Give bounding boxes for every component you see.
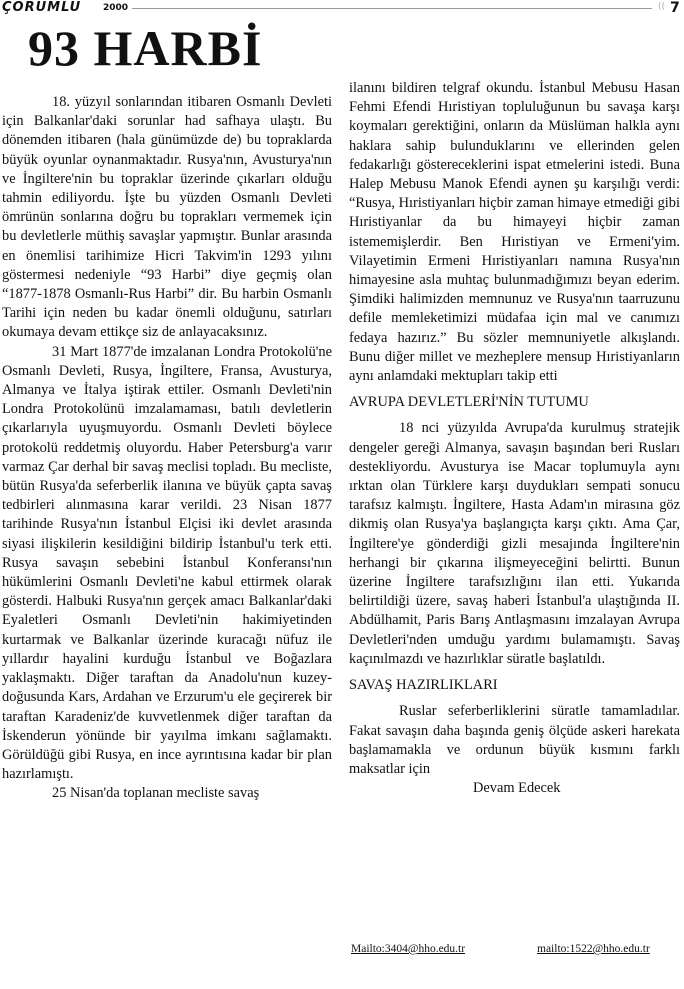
paragraph: ilanını bildiren telgraf okundu. İstanbul Mebusu Hasan Fehmi Efendi Hıristiyan topluluğunun bu savaşa karşı koymaları gerektiğini, onların da Müslüman halkla aynı haklara sahip bulunduklarını ve ellerinden gelen fedakarlığı göstereceklerini ispat etmelerini istedi. Buna Halep Mebusu Manok Efendi aynen şu karşılığı verdi: “Rusya, Hıristiyanları hiçbir zaman himaye etmediği gibi Hıristiyanlar da bu himayeyi hiçbir zaman istememişlerdir. Ben Hıristiyan ve Ermeni'yim. Vilayetimin Ermeni Hıristiyanları namına Rusya'nın himayesine asla muhtaç bulunmadığımızı beyan ederim. Şimdiki halimizden memnunuz ve Rusya'nın taarruzunu defile memleketimizi müdafaa için mal ve canımızı fedaya hazırız.” Bu sözler memnuniyetle alkışlandı. Bunu diğer millet ve mezheplere mensup Hıristiyanların aynı anlamdaki mektupları takip etti — [349, 80, 680, 385]
header-rule — [132, 8, 652, 9]
email-link-left[interactable]: Mailto:3404@hho.edu.tr — [351, 943, 466, 955]
email-link-right[interactable]: mailto:1522@hho.edu.tr — [537, 943, 650, 955]
section-heading: AVRUPA DEVLETLERİ'NİN TUTUMU — [349, 394, 589, 411]
page-mark: (( — [658, 2, 666, 12]
continued-note: Devam Edecek — [473, 780, 561, 797]
paragraph: 18. yüzyıl sonlarından itibaren Osmanlı Devleti için Balkanlar'daki sorunlar had safhaya ulaştı. Bu dönemden itibaren (hala günümüzde de) bu topraklarda büyük oyunlar oynanmaktadır. Rusya'nın, Avusturya'nın ve İngiltere'nin bu topraklar üzerinde çıkarları olduğu tahmin ediliyordu. İşte bu yüzden Osmanlı Devleti ömrünün sonlarına doğru bu toprakları vermemek için bu devletlerle müthiş savaşlar yapmıştır. Bunlar arasında en önemlisi tarihimize Hicri Takvim'in 1293 yılını göstermesi nedeniyle “93 Harbi” diye geçmiş olan “1877-1878 Osmanlı-Rus Harbi” dir. Bu harbin Osmanlı Tarihi için neden bu kadar önemli olduğunu, satırları okumaya devam ettikçe siz de anlayacaksınız. — [2, 94, 332, 341]
section-heading: SAVAŞ HAZIRLIKLARI — [349, 677, 498, 694]
paragraph: 25 Nisan'da toplanan mecliste savaş — [52, 785, 260, 802]
paragraph: 18 nci yüzyılda Avrupa'da kurulmuş stratejik dengeler gereği Almanya, savaşın başından beri Rusları destekliyordu. Avusturya ise Macar toplumuyla aynı ırktan olan Türklere karşı duydukları sempati sonucu tarafsız kalmıştı. İngiltere, Hasta Adam'ın mirasına göz dikmiş olan Rusya'ya başlangıçta karşı çıktı. Ama Çar, İngiltere'ye gönderdiği gizli mesajında İngiltere'nin herhangi bir çıkarına ilişmeyeceğini belirtti. Bunun üzerine İngiltere tarafsızlığını ilan etti. Yukarıda belirtildiği üzere, savaş haberi İstanbul'a ulaştığında II. Abdülhamit, Paris Barış Antlaşmasını imzalayan Avrupa Devletleri'nden umduğu yardımı bulamamıştı. Savaş kaçınılmazdı ve hazırlıklar süratle başlatıldı. — [349, 420, 680, 667]
right-column — [349, 79, 680, 798]
magazine-logo: ÇORUMLU — [2, 0, 82, 15]
page-header — [0, 0, 684, 16]
article-title: 93 HARBİ — [28, 20, 263, 76]
paragraph: Ruslar seferberliklerini süratle tamamladılar. Fakat savaşın daha başında geniş ölçüde askeri harekata başlamamakla ve ordunun büyük kısmını farklı maksatlar için — [349, 703, 680, 777]
issue-year: 2000 — [103, 3, 129, 13]
page-number: 7 — [670, 0, 680, 16]
paragraph: 31 Mart 1877'de imzalanan Londra Protokolü'ne Osmanlı Devleti, Rusya, İngiltere, Fransa, Avusturya, Almanya ve İtalya iştirak ettiler. Osmanlı Devleti'nin Londra Protokolünü imzalamaması, batılı devletlerin çıkarlarıyla uyuşmuyordu. Osmanlı Devleti böylece protokolü reddetmiş oluyordu. Haber Petersburg'a varır varmaz Çar derhal bir savaş meclisi topladı. Bu mecliste, bütün Rusya'da seferberlik ilanına ve büyük çapta savaş tedbirleri alınmasına karar verildi. 23 Nisan 1877 tarihinde Rusya'nın İstanbul Elçisi iki devlet arasında siyasi ilişkilerin kesildiğini bildirip İstanbul'u terk etti. Rusya savaşın sebebini İstanbul Konferansı'nın hükümlerini Osmanlı Devleti'ne kabul ettirmek olarak gösterdi. Halbuki Rusya'nın gerçek amacı Balkanlar'daki Eyaletleri Osmanlı Devleti'nin hakimiyetinden kurtarmak ve Balkanlar üzerinde kuracağı nüfuz ile yıllardır hayalini kurduğu İstanbul ve Boğazlara yaklaşmaktı. Diğer taraftan da Anadolu'nun kuzey-doğusunda Kars, Ardahan ve Erzurum'u ele geçirerek bir taraftan Karadeniz'de kuvvetlenmek diğer taraftan da İskenderun yönünde bir yayılma imkanı sağlamaktı. Görüldüğü gibi Rusya, en ince ayrıntısına kadar bir plan hazırlamıştı. — [2, 343, 332, 783]
left-column — [2, 93, 332, 804]
